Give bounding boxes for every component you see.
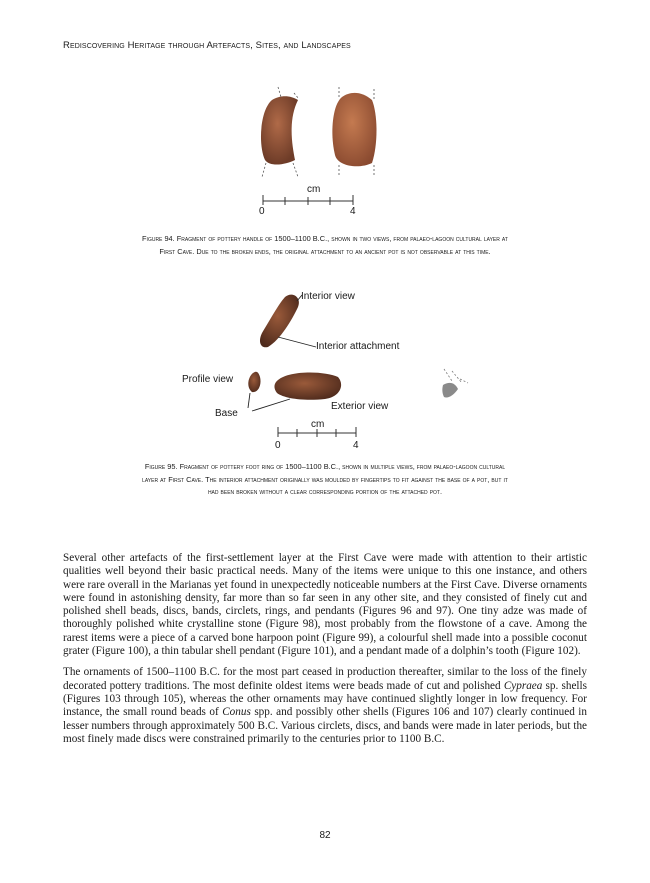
paragraph-2-text-b: sp. shells (Figures 103 through 105), whereas the other ornaments may have continued slightly longer in low frequency. For instance, the small round beads of	[63, 679, 587, 719]
figure-95-scale-start: 0	[275, 440, 281, 451]
paragraph-2	[63, 666, 587, 746]
figure-95-caption-line-2: layer at First Cave. The interior attachment originally was moulded by fingertips to fit against the base of a pot, but it	[142, 474, 508, 484]
handle-view-left	[261, 87, 299, 177]
body-text	[63, 552, 587, 754]
paragraph-2-text-c: spp. and possibly other shells (Figures 106 and 107) clearly continued in lesser numbers through approximately 500 B.C. Various circlets, discs, and bands were made in later periods, but the most finely made discs were constrained primarily to the centuries prior to 1100 B.C.	[63, 706, 587, 745]
exterior-view-sherd	[274, 372, 341, 399]
label-interior-attachment: Interior attachment	[316, 341, 400, 352]
label-profile-view: Profile view	[182, 374, 234, 385]
figure-95-caption	[60, 461, 590, 499]
figure-94-scale-bar	[263, 195, 353, 205]
figure-94-caption	[60, 233, 590, 258]
paragraph-1-text: Several other artefacts of the first-settlement layer at the First Cave were made with attention to their artistic qualities well beyond their basic practical needs. Many of the items were unique to this one instance, and others were rare overall in the Marianas yet found in unexpectedly noticeable numbers at the First Cave. Diverse ornaments were found in astonishing density, far more than so far seen in any other site, and they consisted of finely cut and polished shell beads, discs, bands, circlets, rings, and pendants (Figures 96 and 97). One tiny adze was made of thoroughly polished white crystalline stone (Figure 98), most probably from the flowstone of a cave. Among the rarest items were a piece of a carved bone harpoon point (Figure 99), a colourful shell made into a possible coconut grater (Figure 100), a thin tabular shell pendant (Figure 101), and a pendant made of a dolphin’s tooth (Figure 102).	[63, 552, 587, 658]
figure-94-caption-line-1: Figure 94. Fragment of pottery handle of 1500–1100 B.C., shown in two views, from palaeo-lagoon cultural layer at	[142, 234, 508, 243]
page-number: 82	[319, 830, 331, 841]
interior-view-sherd	[260, 295, 299, 348]
figure-95-caption-line-1: Figure 95. Fragment of pottery foot ring of 1500–1100 B.C., shown in multiple views, from palaeo-lagoon cultural	[144, 462, 506, 471]
running-header: Rediscovering Heritage through Artefacts, Sites, and Landscapes	[63, 40, 351, 51]
figure-94-scale-start: 0	[259, 206, 265, 217]
paragraph-2-text-a: The ornaments of 1500–1100 B.C. for the most part ceased in production thereafter, similar to the loss of the finely decorated pottery traditions. The most definite oldest items were beads made of cut and polished	[63, 666, 587, 692]
label-interior-view: Interior view	[301, 291, 355, 302]
label-base: Base	[215, 408, 238, 419]
profile-view-sherd	[248, 372, 260, 392]
profile-sketch	[442, 369, 468, 398]
paragraph-1	[63, 552, 587, 658]
figure-94-scale-unit: cm	[307, 184, 321, 195]
figure-94-scale-end: 4	[350, 206, 356, 217]
figure-95-scale-unit: cm	[311, 419, 325, 430]
label-exterior-view: Exterior view	[331, 401, 389, 412]
figure-95-scale-end: 4	[353, 440, 359, 451]
figure-94-image	[250, 85, 400, 220]
genus-conus: Conus	[222, 706, 251, 719]
handle-view-right	[332, 87, 376, 177]
figure-95-image	[230, 285, 490, 450]
figure-94-caption-line-2: First Cave. Due to the broken ends, the original attachment to an ancient pot is not observable at this time.	[159, 246, 491, 256]
figure-95-caption-line-3: had been broken without a clear corresponding portion of the attached pot.	[207, 487, 443, 496]
genus-cypraea: Cypraea	[503, 679, 543, 692]
